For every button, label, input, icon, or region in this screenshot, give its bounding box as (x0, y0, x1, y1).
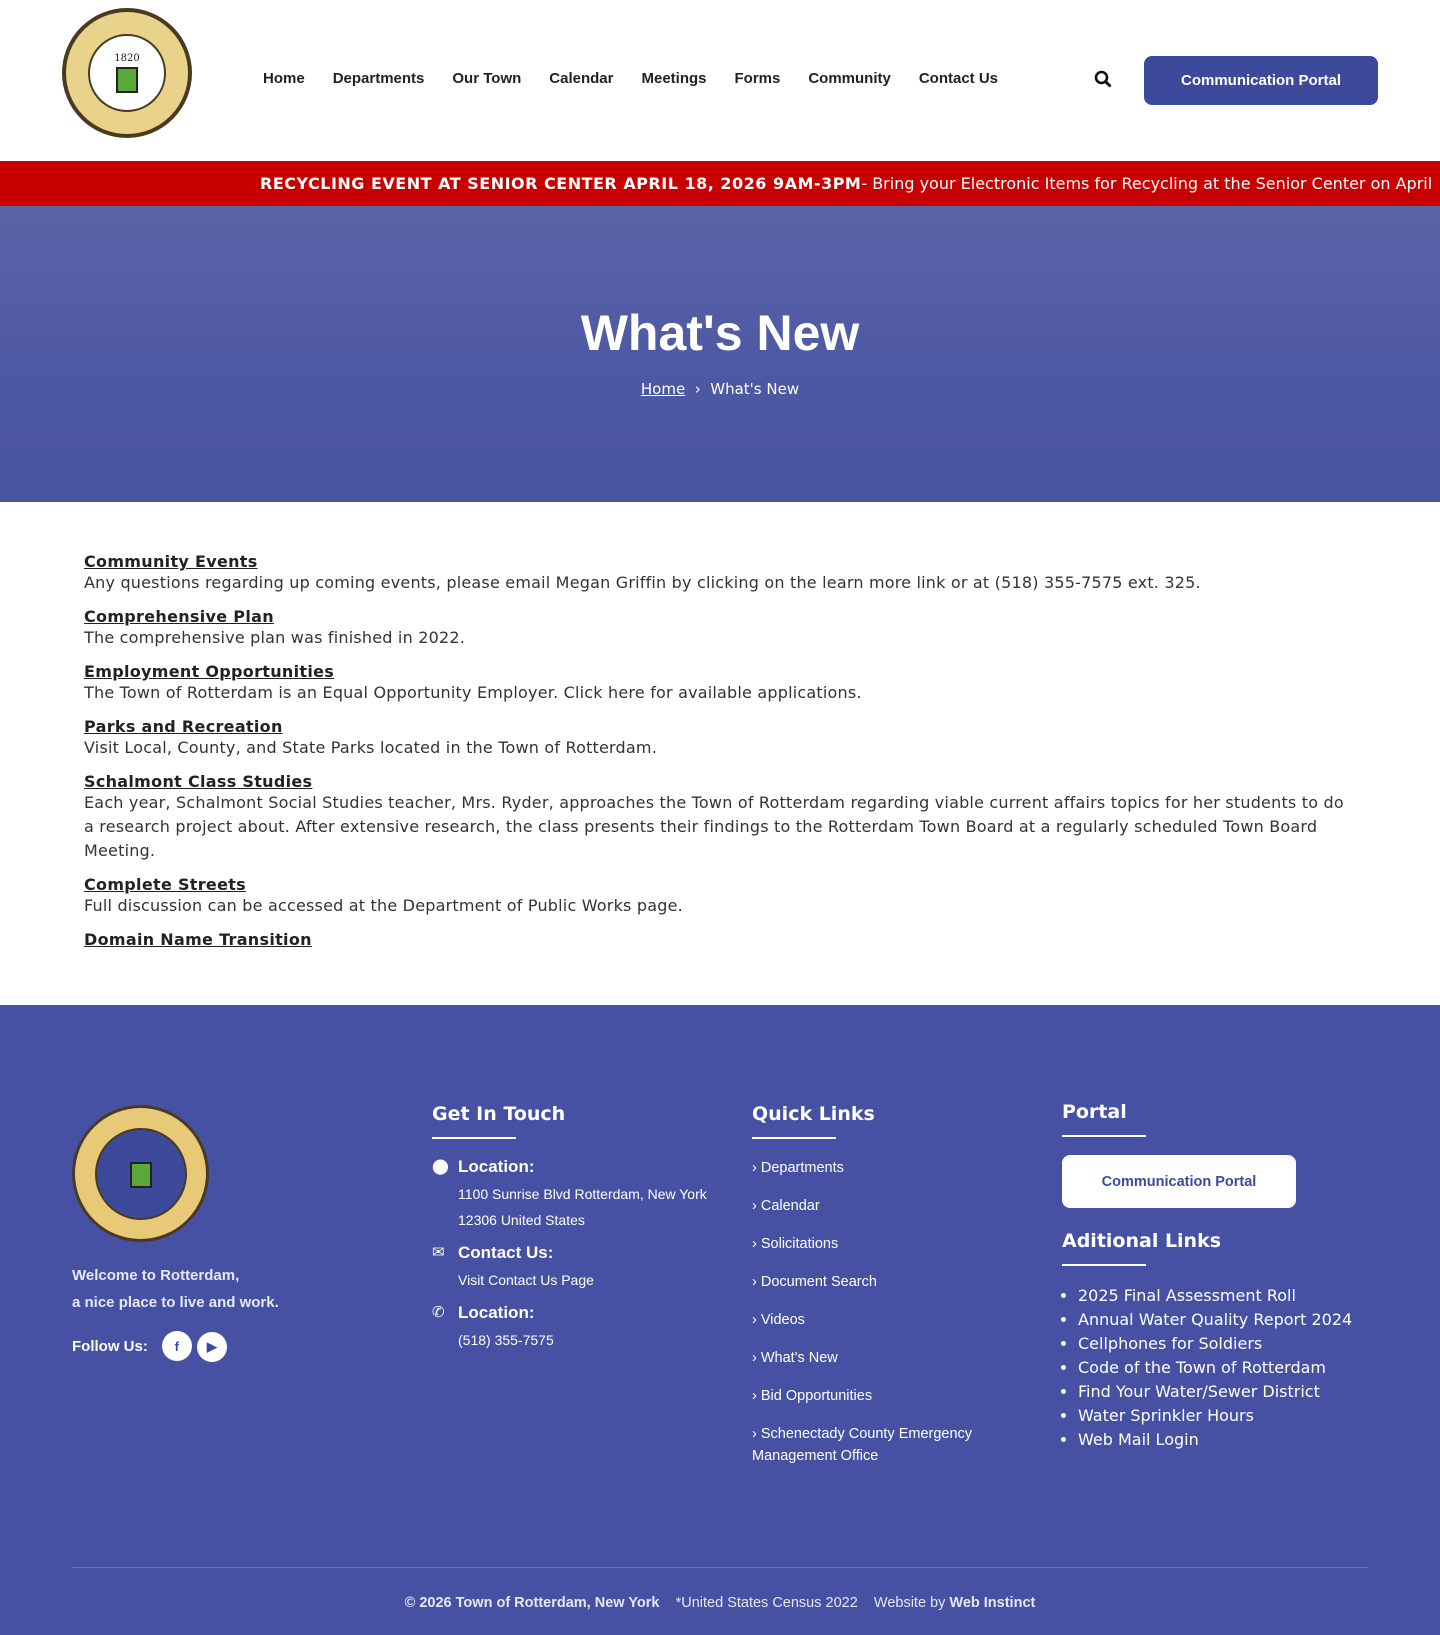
follow-us (72, 1331, 232, 1362)
breadcrumb-home[interactable]: Home (640, 380, 686, 398)
builder-link[interactable]: Web Instinct (949, 1595, 1036, 1611)
ticker-text: - Bring your Electronic Items for Recycling at the Senior Center on April (861, 174, 1433, 193)
item-link[interactable]: Comprehensive Plan (84, 607, 274, 626)
quick-link[interactable]: › Calendar (752, 1198, 820, 1214)
follow-label: Follow Us: (72, 1337, 148, 1355)
item-link[interactable]: Domain Name Transition (84, 930, 312, 949)
contact-link[interactable]: Visit Contact Us Page (458, 1272, 594, 1288)
copyright (0, 1595, 1440, 1611)
welcome-line: a nice place to live and work. (72, 1294, 279, 1311)
breadcrumb-current: What's New (710, 380, 800, 398)
site-header (0, 0, 1440, 161)
list-item (84, 552, 1356, 595)
search-icon[interactable] (1094, 70, 1112, 93)
get-in-touch (432, 1103, 722, 1363)
facebook-icon[interactable]: f (162, 1331, 192, 1361)
communication-portal-button[interactable]: Communication Portal (1144, 56, 1378, 105)
divider (1062, 1135, 1146, 1137)
nav-forms[interactable]: Forms (734, 70, 781, 87)
quick-links (752, 1103, 1012, 1483)
additional-link[interactable]: • Code of the Town of Rotterdam (1078, 1356, 1382, 1380)
phone-icon: ✆ (432, 1304, 445, 1321)
copyright-owner: © 2026 Town of Rotterdam, New York (404, 1595, 660, 1611)
footer-town-seal (72, 1105, 209, 1242)
nav-calendar[interactable]: Calendar (549, 70, 614, 87)
quick-link[interactable]: › Departments (752, 1160, 844, 1176)
divider (1062, 1264, 1146, 1266)
item-desc: The Town of Rotterdam is an Equal Opportunity Employer. Click here for available applications. (84, 683, 862, 702)
item-link[interactable]: Complete Streets (84, 875, 247, 894)
additional-link[interactable]: • Web Mail Login (1078, 1428, 1382, 1452)
list-item (84, 662, 1356, 705)
location-label: Location: (458, 1157, 535, 1176)
website-by: Website by (873, 1595, 946, 1611)
section-heading: Quick Links (752, 1103, 875, 1125)
phone-label: Location: (458, 1303, 535, 1322)
quick-link[interactable]: › Videos (752, 1312, 805, 1328)
additional-link[interactable]: • Annual Water Quality Report 2024 (1078, 1308, 1382, 1332)
town-seal-logo[interactable] (62, 8, 192, 138)
item-desc: Full discussion can be accessed at the Department of Public Works page. (84, 896, 683, 915)
shield-icon (130, 1162, 152, 1188)
portal-section (1062, 1101, 1382, 1452)
section-heading: Aditional Links (1062, 1230, 1222, 1252)
quick-link[interactable]: › Bid Opportunities (752, 1388, 873, 1404)
envelope-icon: ✉ (432, 1244, 445, 1261)
whats-new-list (0, 502, 1440, 1005)
section-heading: Portal (1062, 1101, 1127, 1123)
address-line: 1100 Sunrise Blvd Rotterdam, New York (458, 1186, 707, 1202)
additional-link[interactable]: • 2025 Final Assessment Roll (1078, 1284, 1382, 1308)
nav-departments[interactable]: Departments (332, 70, 425, 87)
quick-link[interactable]: › Document Search (752, 1274, 877, 1290)
nav-community[interactable]: Community (808, 70, 891, 87)
item-desc: Each year, Schalmont Social Studies teacher, Mrs. Ryder, approaches the Town of Rotterdam regarding viable current affairs topics for her students to do a research project about. After extensive research, the class presents their findings to the Rotterdam Town Board at a regularly scheduled Town Board Meeting. (84, 793, 1344, 860)
quick-link[interactable]: › What's New (752, 1350, 838, 1366)
item-desc: The comprehensive plan was finished in 2022. (84, 628, 465, 647)
list-item (84, 717, 1356, 760)
quick-link[interactable]: › Solicitations (752, 1236, 839, 1252)
section-heading: Get In Touch (432, 1103, 566, 1125)
additional-link[interactable]: • Find Your Water/Sewer District (1078, 1380, 1382, 1404)
chevron-right-icon: › (694, 380, 701, 398)
quick-link[interactable]: › Schenectady County Emergency Management Office (752, 1426, 973, 1464)
map-pin-icon: ⬤ (432, 1158, 449, 1175)
additional-link[interactable]: • Water Sprinkler Hours (1078, 1404, 1382, 1428)
nav-contact-us[interactable]: Contact Us (918, 70, 999, 87)
divider (752, 1137, 836, 1139)
item-link[interactable]: Employment Opportunities (84, 662, 335, 681)
address-line: 12306 United States (458, 1212, 585, 1228)
additional-link[interactable]: • Cellphones for Soldiers (1078, 1332, 1382, 1356)
page-title: What's New (580, 305, 860, 361)
list-item (84, 930, 1356, 949)
main-nav (263, 70, 998, 87)
item-link[interactable]: Schalmont Class Studies (84, 772, 313, 791)
ticker-title: RECYCLING EVENT AT SENIOR CENTER APRIL 18, 2026 9AM-3PM (260, 174, 862, 193)
divider (432, 1137, 516, 1139)
list-item (84, 607, 1356, 650)
item-link[interactable]: Parks and Recreation (84, 717, 283, 736)
item-link[interactable]: Community Events (84, 552, 258, 571)
census-note: *United States Census 2022 (675, 1595, 858, 1611)
footer-divider (72, 1567, 1368, 1568)
contact-label: Contact Us: (458, 1243, 554, 1262)
welcome-text (72, 1262, 279, 1316)
page-hero (0, 206, 1440, 502)
phone-number[interactable]: (518) 355-7575 (458, 1332, 554, 1348)
list-item (84, 772, 1356, 863)
youtube-icon[interactable]: ▶ (197, 1332, 227, 1362)
item-desc: Any questions regarding up coming events, please email Megan Griffin by clicking on the learn more link or at (518) 355-7575 ext. 325. (84, 573, 1201, 592)
nav-our-town[interactable]: Our Town (452, 70, 522, 87)
nav-meetings[interactable]: Meetings (641, 70, 707, 87)
item-desc: Visit Local, County, and State Parks located in the Town of Rotterdam. (84, 738, 657, 757)
communication-portal-button[interactable]: Communication Portal (1062, 1155, 1296, 1208)
site-footer (0, 1005, 1440, 1635)
list-item (84, 875, 1356, 918)
nav-home[interactable]: Home (263, 70, 305, 87)
breadcrumb (0, 380, 1440, 398)
logo-year: 1820 (114, 53, 140, 64)
welcome-line: Welcome to Rotterdam, (72, 1267, 240, 1284)
shield-icon (116, 67, 138, 93)
announcement-ticker[interactable] (0, 161, 1440, 206)
